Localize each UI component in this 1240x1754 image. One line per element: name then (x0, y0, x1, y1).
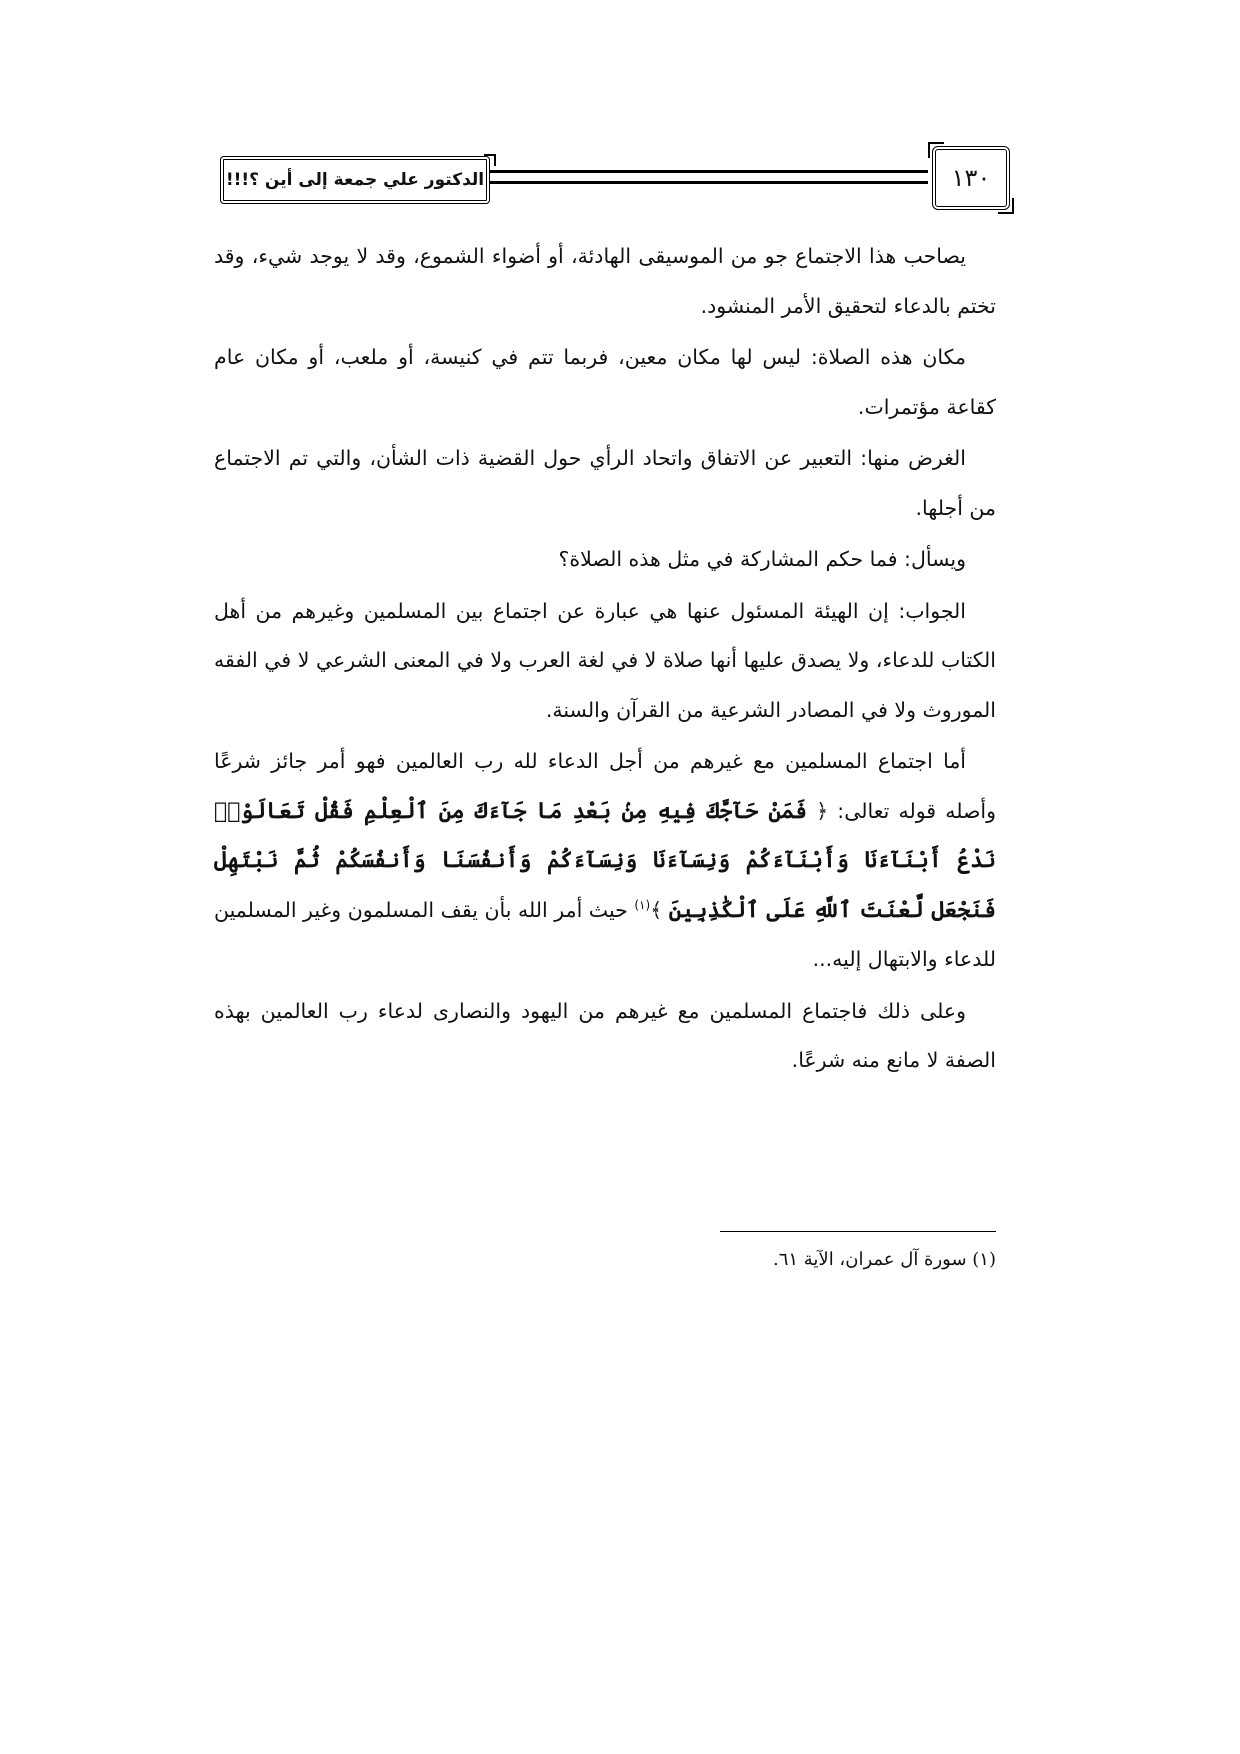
body-text (214, 232, 996, 1088)
header-rule (490, 170, 928, 184)
page-number-frame (932, 146, 1010, 210)
paragraph-5: الجواب: إن الهيئة المسئول عنها هي عبارة عن اجتماع بين المسلمين وغيرهم من أهل الكتاب للدعاء، ولا يصدق عليها أنها صلاة لا في لغة العرب ولا في المعنى الشرعي لا في الفقه الموروث ولا في المصادر الشرعية من القرآن والسنة. (214, 598, 996, 722)
paragraph-7: وعلى ذلك فاجتماع المسلمين مع غيرهم من اليهود والنصارى لدعاء رب العالمين بهذه الصفة لا مانع منه شرعًا. (214, 998, 996, 1072)
quran-brace-open: ﴿ (816, 798, 829, 823)
paragraph-3: الغرض منها: التعبير عن الاتفاق واتحاد الرأي حول القضية ذات الشأن، والتي تم الاجتماع من أجلها. (214, 446, 996, 520)
footnote: (١) سورة آل عمران، الآية ٦١. (772, 1249, 996, 1270)
paragraph-6 (214, 737, 996, 985)
paragraph-4: ويسأل: فما حكم المشاركة في مثل هذه الصلاة؟ (558, 547, 966, 571)
paragraph-6-outro: حيث أمر الله بأن يقف المسلمون وغير المسلمين للدعاء والابتهال إليه... (214, 897, 996, 971)
footnote-divider (720, 1231, 996, 1232)
book-title: الدكتور علي جمعة إلى أين ؟!!! (225, 170, 485, 190)
page-number: ١٣٠ (951, 164, 991, 192)
paragraph-6-intro: أما اجتماع المسلمين مع غيرهم من أجل الدعاء لله رب العالمين فهو أمر جائز شرعًا وأصله قوله تعالى: (214, 749, 996, 823)
quran-brace-close: ﴾ (650, 897, 663, 922)
quran-verse: فَمَنْ حَآجَّكَ فِيهِ مِنۢ بَعْدِ مَا جَآءَكَ مِنَ ٱلْعِلْمِ فَقُلْ تَعَالَوْا۟ نَدْعُ أَبْنَآءَنَا وَأَبْنَآءَكُمْ وَنِسَآءَنَا وَنِسَآءَكُمْ وَأَنفُسَنَا وَأَنفُسَكُمْ ثُمَّ نَبْتَهِلْ فَنَجْعَل لَّعْنَتَ ٱللَّهِ عَلَى ٱلْكَٰذِبِينَ (214, 797, 996, 923)
paragraph-2: مكان هذه الصلاة: ليس لها مكان معين، فربما تتم في كنيسة، أو ملعب، أو مكان عام كقاعة مؤتمرات. (214, 345, 996, 419)
book-title-frame (220, 156, 490, 204)
footnote-reference[interactable]: (١) (634, 897, 651, 912)
paragraph-1: يصاحب هذا الاجتماع جو من الموسيقى الهادئة، أو أضواء الشموع، وقد لا يوجد شيء، وقد تختم بالدعاء لتحقيق الأمر المنشود. (214, 244, 996, 318)
page-header (220, 140, 1010, 214)
